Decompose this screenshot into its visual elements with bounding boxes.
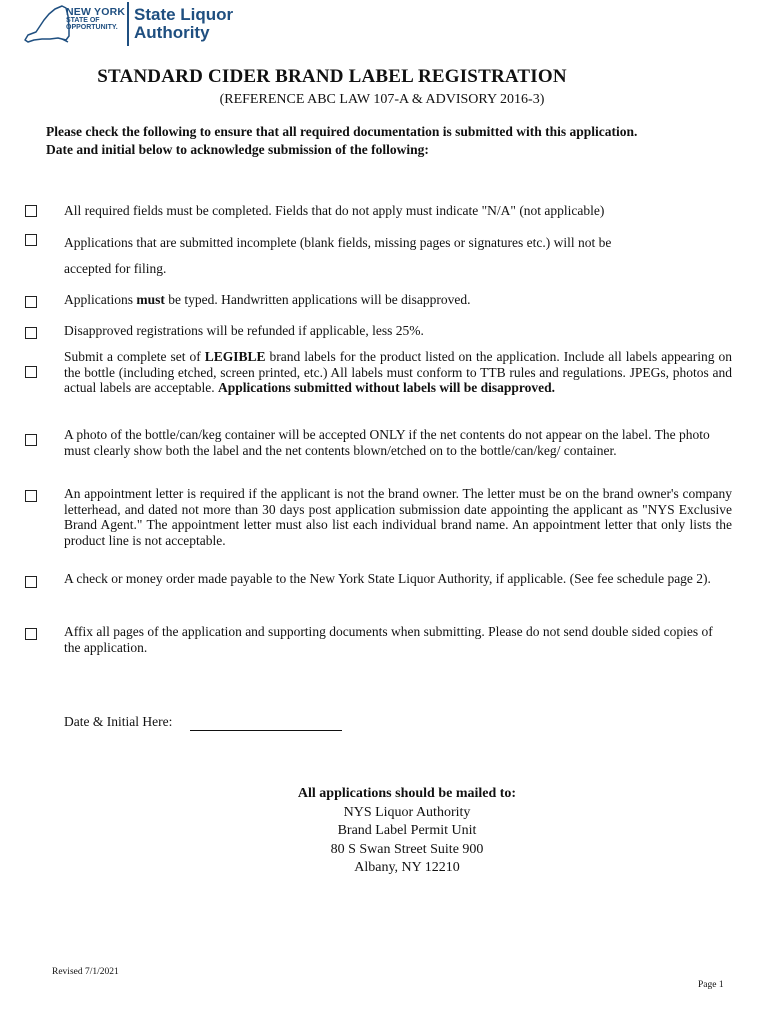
checklist-item-legible-labels <box>64 349 732 396</box>
agency-line1: State Liquor <box>134 5 234 24</box>
checklist-item-container-photo: A photo of the bottle/can/keg container will be accepted ONLY if the net contents do not appear on the label. The photo must clearly show both the label and the net contents blown/etched on to the bottle/can/keg/ container. <box>64 427 710 458</box>
checklist-item-text-continued: accepted for filing. <box>64 260 167 276</box>
intro-instructions <box>46 123 736 159</box>
date-initial-label: Date & Initial Here: <box>64 714 173 729</box>
ny-wordmark <box>66 7 125 31</box>
text-pre: Applications <box>64 292 137 307</box>
checklist-item-required-fields: All required fields must be completed. Fields that do not apply must indicate "N/A" (not applicable) <box>64 203 605 218</box>
text-emphasis: LEGIBLE <box>204 349 266 364</box>
mailing-line-3: 80 S Swan Street Suite 900 <box>330 841 484 857</box>
checklist-item-incomplete-applications <box>64 235 732 276</box>
mailing-line-2: Brand Label Permit Unit <box>337 823 477 838</box>
revision-date: Revised 7/1/2021 <box>52 967 119 977</box>
checkbox-appointment-letter[interactable] <box>25 490 37 502</box>
checklist-item-typed-applications <box>64 292 732 308</box>
checkbox-required-fields[interactable] <box>25 205 37 217</box>
checkbox-incomplete-applications[interactable] <box>25 234 37 246</box>
checklist-item-text: Applications that are submitted incomplete (blank fields, missing pages or signatures etc.) will not be <box>64 235 612 250</box>
agency-line2: Authority <box>134 23 210 42</box>
page-number: Page 1 <box>698 980 724 990</box>
ny-state-map-icon <box>22 2 72 46</box>
date-initial-field[interactable] <box>190 730 342 731</box>
text-mid: brand labels for the product listed on the application. Include all labels appearing on the bottle (including etched, screen printed, etc.) All labels must conform to TTB rules and regulations. JPEGs, photos and actual labels are acceptable. <box>64 349 732 395</box>
mailing-line-4: Albany, NY 12210 <box>354 860 460 875</box>
page-subtitle: (REFERENCE ABC LAW 107-A & ADVISORY 2016-3) <box>219 92 545 107</box>
intro-line-1: Please check the following to ensure that all required documentation is submitted with this application. <box>46 124 638 139</box>
agency-name <box>134 6 233 42</box>
ny-line2: STATE OF <box>66 17 100 24</box>
checklist-item-affix-pages: Affix all pages of the application and supporting documents when submitting. Please do not send double sided copies of the application. <box>64 624 713 655</box>
intro-line-2: Date and initial below to acknowledge submission of the following: <box>46 142 429 157</box>
checkbox-refund-policy[interactable] <box>25 327 37 339</box>
checkbox-typed-applications[interactable] <box>25 296 37 308</box>
checklist-item-appointment-letter: An appointment letter is required if the applicant is not the brand owner. The letter must be on the brand owner's company letterhead, and dated not more than 30 days post application submission date appointing the applicant as "NYS Exclusive Brand Agent." The appointment letter must also list each individual brand name. An appointment letter that only lists the product line is not acceptable. <box>64 486 732 548</box>
mailing-line-1: NYS Liquor Authority <box>343 804 471 820</box>
checklist-item-payment: A check or money order made payable to the New York State Liquor Authority, if applicable. (See fee schedule page 2). <box>64 571 711 586</box>
text-pre: Submit a complete set of <box>64 349 205 364</box>
checkbox-payment[interactable] <box>25 576 37 588</box>
logo-divider <box>127 2 129 46</box>
mailing-address <box>0 785 770 878</box>
ny-line1: NEW YORK <box>66 6 126 18</box>
mailing-heading: All applications should be mailed to: <box>297 786 517 801</box>
checklist-item-refund-policy: Disapproved registrations will be refunded if applicable, less 25%. <box>64 323 424 338</box>
checkbox-container-photo[interactable] <box>25 434 37 446</box>
page-title: STANDARD CIDER BRAND LABEL REGISTRATION <box>97 66 567 87</box>
text-emphasis-2: Applications submitted without labels will be disapproved. <box>218 380 555 395</box>
ny-line3: OPPORTUNITY. <box>66 24 118 31</box>
checkbox-legible-labels[interactable] <box>25 366 37 378</box>
text-emphasis: must <box>136 292 165 307</box>
checkbox-affix-pages[interactable] <box>25 628 37 640</box>
text-post: be typed. Handwritten applications will be disapproved. <box>164 292 471 307</box>
